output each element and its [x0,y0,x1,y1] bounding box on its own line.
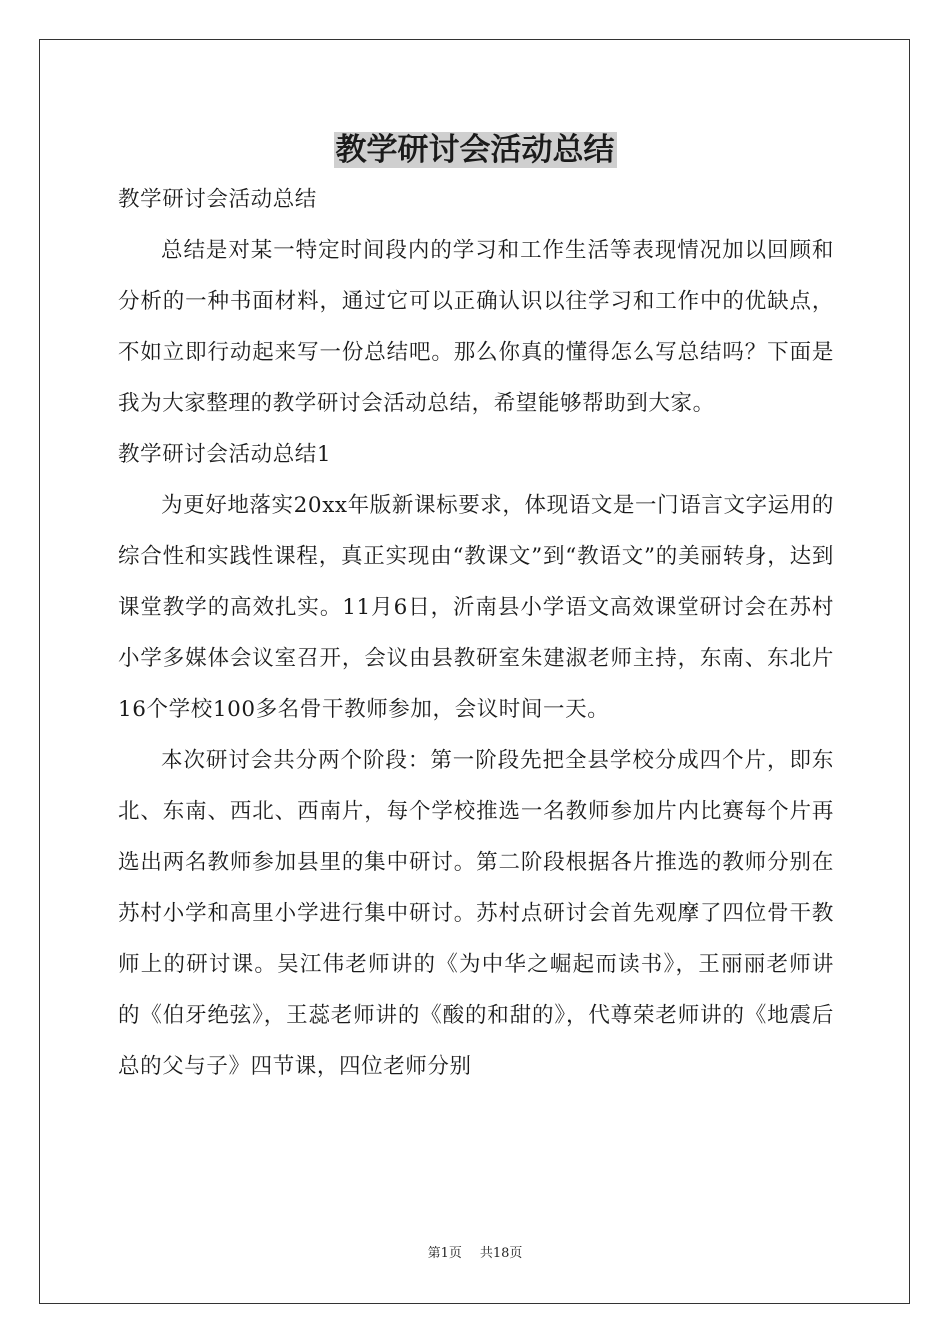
paragraph-section1-a: 为更好地落实20xx年版新课标要求，体现语文是一门语言文字运用的综合性和实践性课程，真正实现由“教课文”到“教语文”的美丽转身，达到课堂教学的高效扎实。11月6日，沂南县小学语文高效课堂研讨会在苏村小学多媒体会议室召开，会议由县教研室朱建淑老师主持，东南、东北片16个学校100多名骨干教师参加，会议时间一天。 [118,493,834,722]
page-number-total: 共18页 [479,1246,523,1261]
paragraph-intro: 总结是对某一特定时间段内的学习和工作生活等表现情况加以回顾和分析的一种书面材料，通过它可以正确认识以往学习和工作中的优缺点，不如立即行动起来写一份总结吧。那么你真的懂得怎么写总结吗？下面是我为大家整理的教学研讨会活动总结，希望能够帮助到大家。 [118,238,834,416]
paragraph-subtitle: 教学研讨会活动总结 [118,187,317,212]
section-heading-1: 教学研讨会活动总结1 [118,442,332,467]
document-body [118,174,834,1092]
page-number-current: 第1页 [427,1246,462,1261]
page-footer [0,1244,950,1264]
paragraph-section1-b: 本次研讨会共分两个阶段：第一阶段先把全县学校分成四个片，即东北、东南、西北、西南片，每个学校推选一名教师参加片内比赛每个片再选出两名教师参加县里的集中研讨。第二阶段根据各片推选的教师分别在苏村小学和高里小学进行集中研讨。苏村点研讨会首先观摩了四位骨干教师上的研讨课。吴江伟老师讲的《为中华之崛起而读书》，王丽丽老师讲的《伯牙绝弦》，王蕊老师讲的《酸的和甜的》，代尊荣老师讲的《地震后总的父与子》四节课，四位老师分别 [118,748,834,1079]
document-title-text: 教学研讨会活动总结 [335,132,615,168]
document-title [0,126,950,174]
